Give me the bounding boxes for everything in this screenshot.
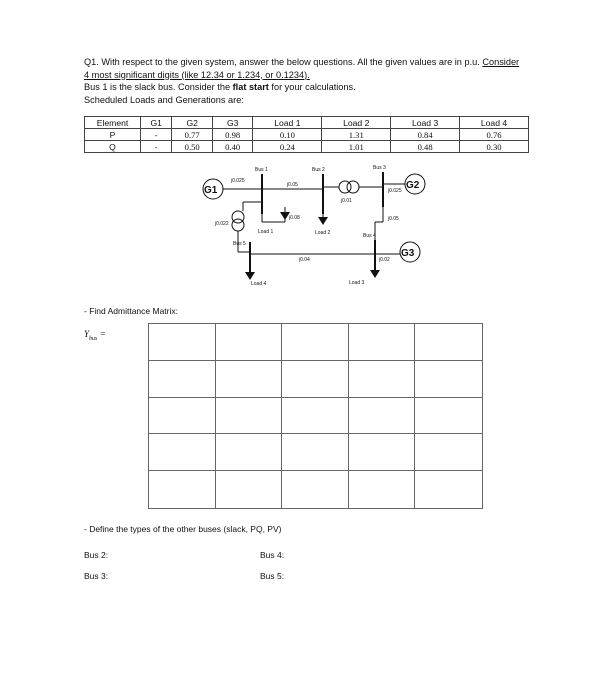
ybus-cell[interactable] bbox=[349, 361, 416, 398]
table-cell: 0.48 bbox=[391, 141, 460, 153]
ybus-cell[interactable] bbox=[149, 434, 216, 471]
ybus-cell[interactable] bbox=[349, 434, 416, 471]
bus1-transformer-2 bbox=[232, 219, 244, 231]
table-header-cell: G2 bbox=[172, 117, 212, 129]
g1-label: G1 bbox=[204, 185, 218, 196]
question-line-2: 4 most significant digits (like 12.34 or 1.234, or 0.1234). bbox=[84, 69, 310, 80]
table-cell: 0.50 bbox=[172, 141, 212, 153]
question-text bbox=[84, 56, 564, 106]
bus2-type-label: Bus 2: bbox=[84, 550, 109, 560]
load3-arrow bbox=[370, 270, 380, 278]
g2-label: G2 bbox=[406, 180, 420, 191]
load3-label: Load 3 bbox=[349, 280, 365, 286]
ybus-cell[interactable] bbox=[349, 471, 416, 508]
z-54-label: j0.04 bbox=[299, 257, 310, 263]
load4-label: Load 4 bbox=[251, 281, 267, 287]
table-header-cell: Load 4 bbox=[460, 117, 529, 129]
bus5-type-label: Bus 5: bbox=[260, 571, 285, 581]
z-g3-label: j0.02 bbox=[379, 257, 390, 263]
z-g2-label: j0.025 bbox=[388, 188, 402, 194]
ybus-cell[interactable] bbox=[216, 434, 283, 471]
bus4-label: Bus 4 bbox=[363, 233, 376, 239]
power-system-diagram bbox=[195, 162, 440, 292]
bus3-label: Bus 3 bbox=[373, 165, 386, 171]
table-cell: - bbox=[141, 141, 172, 153]
z-load1-label: j0.08 bbox=[289, 215, 300, 221]
ybus-cell[interactable] bbox=[415, 434, 482, 471]
ybus-cell[interactable] bbox=[149, 361, 216, 398]
table-cell: 0.76 bbox=[460, 129, 529, 141]
ybus-cell[interactable] bbox=[415, 361, 482, 398]
z-15-label: j0.022 bbox=[215, 221, 229, 227]
bus1-label: Bus 1 bbox=[255, 167, 268, 173]
ybus-cell[interactable] bbox=[282, 434, 349, 471]
table-cell: 0.98 bbox=[212, 129, 252, 141]
bus2-label: Bus 2 bbox=[312, 167, 325, 173]
table-cell: 0.40 bbox=[212, 141, 252, 153]
ybus-cell[interactable] bbox=[149, 324, 216, 361]
define-types-label: - Define the types of the other buses (slack, PQ, PV) bbox=[84, 524, 282, 534]
table-header-cell: Load 1 bbox=[253, 117, 322, 129]
table-header-cell: G3 bbox=[212, 117, 252, 129]
g3-label: G3 bbox=[401, 248, 415, 259]
ybus-matrix-grid bbox=[148, 323, 483, 509]
transformer-coil-2 bbox=[347, 181, 359, 193]
table-row bbox=[85, 141, 529, 153]
ybus-cell[interactable] bbox=[149, 471, 216, 508]
question-line-4: Scheduled Loads and Generations are: bbox=[84, 94, 244, 105]
ybus-cell[interactable] bbox=[282, 361, 349, 398]
table-cell: 0.10 bbox=[253, 129, 322, 141]
table-cell: P bbox=[85, 129, 141, 141]
bus5-label: Bus 5 bbox=[233, 241, 246, 247]
z-g1-label: j0.025 bbox=[231, 178, 245, 184]
ybus-cell[interactable] bbox=[415, 398, 482, 435]
ybus-cell[interactable] bbox=[282, 324, 349, 361]
load2-label: Load 2 bbox=[315, 230, 331, 236]
table-header-cell: G1 bbox=[141, 117, 172, 129]
z-34-label: j0.05 bbox=[388, 216, 399, 222]
ybus-label: $Y_{bus}$ = bbox=[84, 329, 106, 342]
ybus-cell[interactable] bbox=[282, 471, 349, 508]
load1-label: Load 1 bbox=[258, 229, 274, 235]
question-line-1: Q1. With respect to the given system, answer the below questions. All the given values are in p.u. Consider bbox=[84, 57, 520, 67]
z-12-label: j0.05 bbox=[287, 182, 298, 188]
ybus-cell[interactable] bbox=[216, 398, 283, 435]
table-cell: 0.30 bbox=[460, 141, 529, 153]
ybus-cell[interactable] bbox=[415, 471, 482, 508]
ybus-cell[interactable] bbox=[282, 398, 349, 435]
table-header-cell: Element bbox=[85, 117, 141, 129]
ybus-cell[interactable] bbox=[216, 324, 283, 361]
table-cell: 0.84 bbox=[391, 129, 460, 141]
table-cell: Q bbox=[85, 141, 141, 153]
table-cell: 1.31 bbox=[322, 129, 391, 141]
ybus-cell[interactable] bbox=[216, 361, 283, 398]
table-cell: 0.24 bbox=[253, 141, 322, 153]
ybus-cell[interactable] bbox=[216, 471, 283, 508]
ybus-cell[interactable] bbox=[149, 398, 216, 435]
table-header-cell: Load 2 bbox=[322, 117, 391, 129]
ybus-cell[interactable] bbox=[415, 324, 482, 361]
load4-arrow bbox=[245, 272, 255, 280]
table-cell: 0.77 bbox=[172, 129, 212, 141]
table-header-row bbox=[85, 117, 529, 129]
load2-arrow bbox=[318, 217, 328, 225]
table-cell: - bbox=[141, 129, 172, 141]
ybus-cell[interactable] bbox=[349, 324, 416, 361]
question-line-3: Bus 1 is the slack bus. Consider the flat start for your calculations. bbox=[84, 82, 356, 92]
table-row bbox=[85, 129, 529, 141]
bus3-type-label: Bus 3: bbox=[84, 571, 109, 581]
find-admittance-label: - Find Admittance Matrix: bbox=[84, 306, 179, 316]
bus4-type-label: Bus 4: bbox=[260, 550, 285, 560]
schedule-table bbox=[84, 116, 529, 153]
ybus-cell[interactable] bbox=[349, 398, 416, 435]
table-cell: 1.01 bbox=[322, 141, 391, 153]
table-header-cell: Load 3 bbox=[391, 117, 460, 129]
z-t-label: j0.01 bbox=[341, 198, 352, 204]
